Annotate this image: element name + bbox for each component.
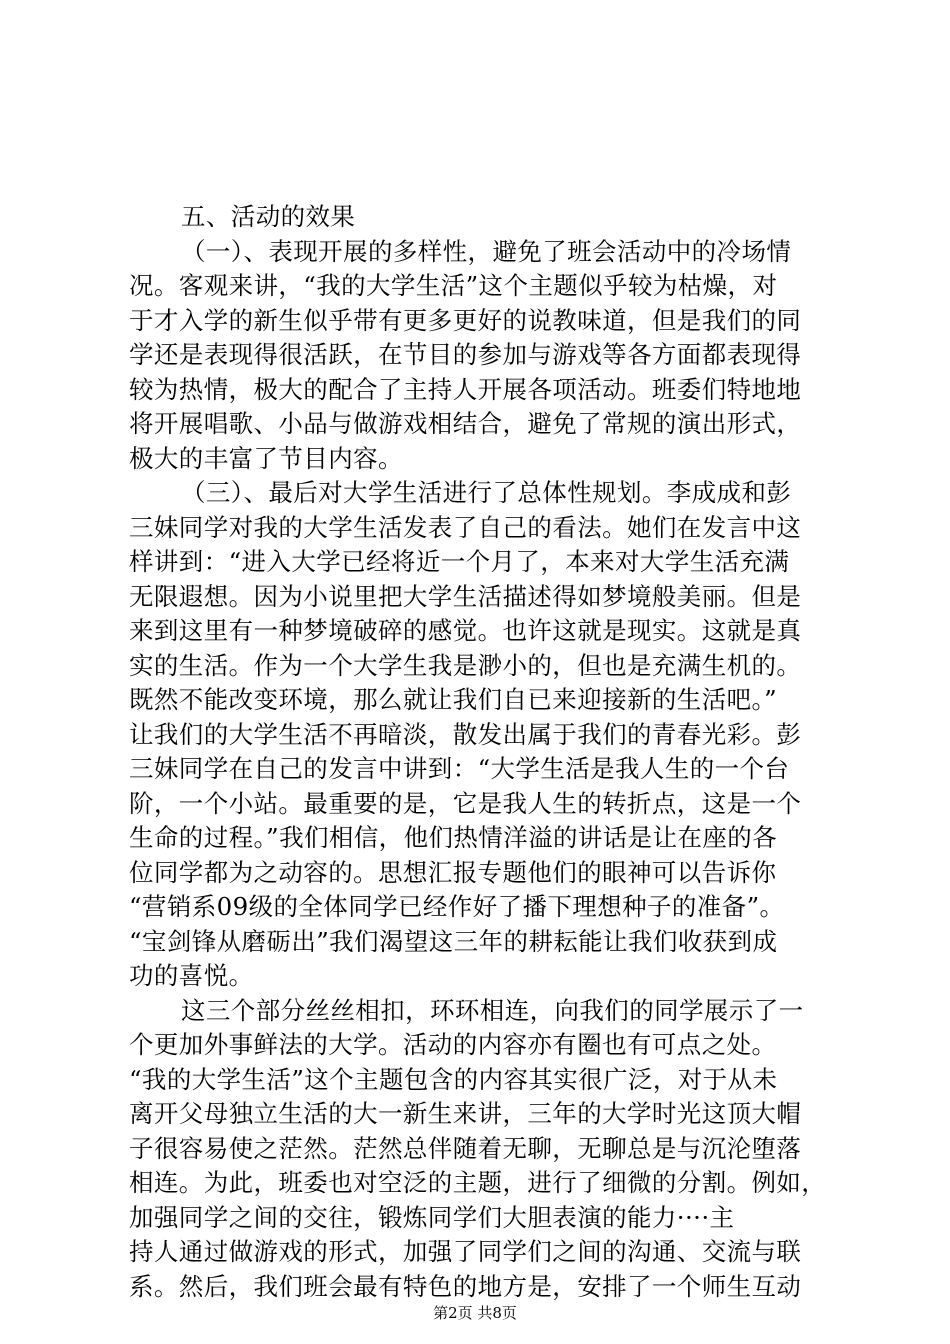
- text-line: 于才入学的新生似乎带有更多更好的说教味道，但是我们的同: [129, 305, 802, 335]
- text-line: 三妹同学在自己的发言中讲到：“大学生活是我人生的一个台: [129, 754, 790, 783]
- text-line: 较为热情，极大的配合了主持人开展各项活动。班委们特地地: [129, 374, 802, 404]
- text-line: “宝剑锋从磨砺出”我们渴望这三年的耕耘能让我们收获到成: [129, 926, 778, 956]
- text-line: 加强同学之间的交往，锻炼同学们大胆表演的能力····主: [129, 1202, 735, 1232]
- text-line: 既然不能改变环境，那么就让我们自已来迎接新的生活吧。”: [129, 685, 778, 714]
- text-line: “我的大学生活”这个主题包含的内容其实很广泛，对于从未: [129, 1064, 778, 1094]
- page-number: 第2页 共8页: [433, 1304, 517, 1322]
- text-line: 功的喜悦。: [129, 961, 254, 990]
- text-line: 个更加外事鲜法的大学。活动的内容亦有圈也有可点之处。: [129, 1030, 777, 1059]
- body-text: [129, 200, 835, 1304]
- text-line: 子很容易使之茫然。茫然总伴随着无聊，无聊总是与沉沦堕落: [129, 1133, 802, 1163]
- text-line: 相连。为此，班委也对空泛的主题，进行了细微的分割。例如，: [129, 1168, 827, 1197]
- text-line: 无限遐想。因为小说里把大学生活描述得如梦境般美丽。但是: [129, 581, 802, 611]
- text-line: 离开父母独立生活的大一新生来讲，三年的大学时光这顶大帽: [129, 1099, 802, 1128]
- text-line: 让我们的大学生活不再暗淡，散发出属于我们的青春光彩。彭: [129, 719, 802, 749]
- page-footer: [0, 1303, 950, 1323]
- section-heading: 五、活动的效果: [181, 202, 356, 231]
- text-line: 况。客观来讲，“我的大学生活”这个主题似乎较为枯燥，对: [129, 271, 778, 300]
- text-line: 这三个部分丝丝相扣，环环相连，向我们的同学展示了一: [181, 995, 804, 1025]
- text-line: “营销系09级的全体同学已经作好了播下理想种子的准备”。: [129, 892, 785, 921]
- text-line: 位同学都为之动容的。思想汇报专题他们的眼神可以告诉你: [129, 857, 777, 887]
- text-line: 生命的过程。”我们相信，他们热情洋溢的讲话是让在座的各: [129, 823, 778, 852]
- text-line: 样讲到：“进入大学已经将近一个月了，本来对大学生活充满: [129, 547, 790, 576]
- text-line: 阶，一个小站。最重要的是，它是我人生的转折点，这是一个: [129, 788, 802, 818]
- text-line: 极大的丰富了节目内容。: [129, 443, 403, 473]
- text-line: （一）、表现开展的多样性，避免了班会活动中的冷场情: [181, 236, 792, 266]
- text-line: 学还是表现得很活跃，在节目的参加与游戏等各方面都表现得: [129, 340, 802, 369]
- text-line: 三妹同学对我的大学生活发表了自己的看法。她们在发言中这: [129, 512, 802, 542]
- text-line: 实的生活。作为一个大学生我是渺小的，但也是充满生机的。: [129, 650, 802, 680]
- text-line: 来到这里有一种梦境破碎的感觉。也许这就是现实。这就是真: [129, 616, 802, 645]
- text-line: 将开展唱歌、小品与做游戏相结合，避免了常规的演出形式，: [129, 409, 802, 438]
- text-line: 系。然后，我们班会最有特色的地方是，安排了一个师生互动: [129, 1271, 802, 1301]
- text-line: （三）、最后对大学生活进行了总体性规划。李成成和彭: [181, 478, 792, 507]
- text-line: 持人通过做游戏的形式，加强了同学们之间的沟通、交流与联: [129, 1237, 802, 1266]
